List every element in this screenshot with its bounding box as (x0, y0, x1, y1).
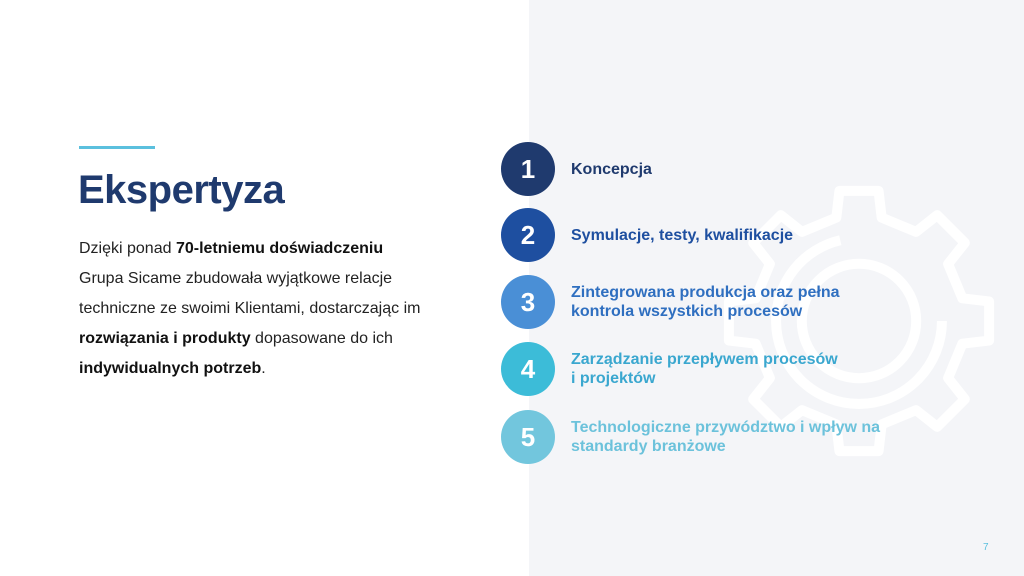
intro-paragraph (79, 234, 469, 384)
step-1-number: 1 (501, 142, 555, 196)
step-2-label (571, 208, 911, 262)
step-5-number: 5 (501, 410, 555, 464)
step-2 (501, 208, 1001, 262)
step-3-line-2: kontrola wszystkich procesów (571, 303, 803, 320)
step-4 (501, 342, 1001, 396)
intro-text-2: Grupa Sicame zbudowała wyjątkowe relacje techniczne ze swoimi Klientami, dostarczając im (79, 270, 421, 317)
step-3-number: 3 (501, 275, 555, 329)
intro-bold-1: 70-letniemu doświadczeniu (175, 240, 384, 257)
intro-text-4: . (261, 360, 266, 377)
page-number: 7 (983, 542, 989, 553)
title-accent-line (79, 146, 155, 149)
step-1-line-1: Koncepcja (571, 160, 652, 178)
intro-text-3: dopasowane do ich (250, 330, 393, 347)
step-4-line-1: Zarządzanie przepływem procesów (571, 351, 838, 368)
step-2-number: 2 (501, 208, 555, 262)
step-4-label (571, 342, 911, 396)
intro-bold-3: indywidualnych potrzeb (79, 360, 262, 377)
step-4-number: 4 (501, 342, 555, 396)
intro-bold-2: rozwiązania i produkty (79, 330, 251, 347)
step-3 (501, 275, 1001, 329)
step-2-line-1: Symulacje, testy, kwalifikacje (571, 226, 794, 244)
step-5-line-1: Technologiczne przywództwo i wpływ na (571, 419, 881, 436)
step-1 (501, 142, 1001, 196)
step-4-line-2: i projektów (571, 370, 656, 387)
intro-text-1: Dzięki ponad (79, 240, 176, 257)
step-1-label (571, 142, 911, 196)
step-5 (501, 410, 1001, 464)
step-5-label (571, 410, 911, 464)
step-3-label (571, 275, 911, 329)
step-5-line-2: standardy branżowe (571, 438, 726, 455)
page-title: Ekspertyza (78, 168, 285, 212)
step-3-line-1: Zintegrowana produkcja oraz pełna (571, 284, 840, 301)
